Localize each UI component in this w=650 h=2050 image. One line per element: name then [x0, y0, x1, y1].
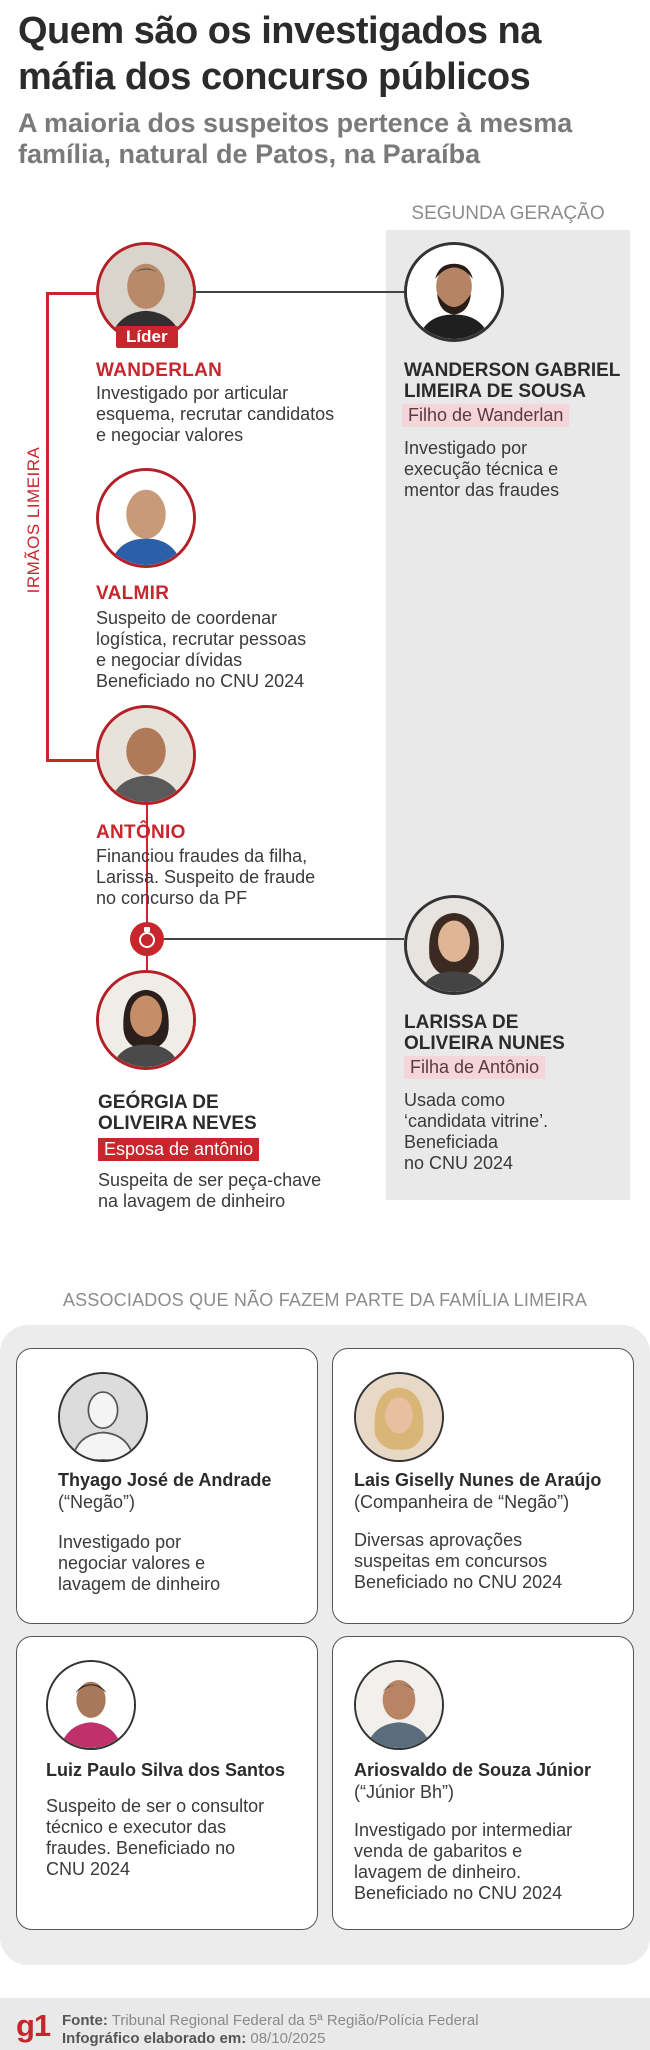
tag-wanderson: Filho de Wanderlan: [402, 404, 569, 427]
associate-name: Lais Giselly Nunes de Araújo: [354, 1470, 602, 1490]
name-valmir: VALMIR: [96, 583, 170, 604]
leader-badge: Líder: [116, 326, 178, 348]
avatar-antonio: [96, 705, 196, 805]
avatar-placeholder-icon: [58, 1372, 148, 1462]
name-wanderson: WANDERSON GABRIEL LIMEIRA DE SOUSA: [404, 360, 621, 402]
associate-desc: Suspeito de ser o consultor técnico e executor das fraudes. Beneficiado no CNU 2024: [46, 1796, 265, 1879]
desc-georgia: Suspeita de ser peça-chave na lavagem de dinheiro: [98, 1170, 322, 1211]
associate-desc: Diversas aprovações suspeitas em concursos Beneficiado no CNU 2024: [354, 1530, 563, 1592]
g1-logo: g1: [16, 2008, 51, 2043]
associate-name: Thyago José de Andrade: [58, 1470, 272, 1490]
page-title: Quem são os investigados na máfia dos concurso públicos: [18, 10, 541, 98]
desc-larissa: Usada como ‘candidata vitrine’. Beneficiada no CNU 2024: [404, 1090, 549, 1173]
name-antonio: ANTÔNIO: [96, 822, 186, 843]
desc-wanderlan: Investigado por articular esquema, recrutar candidatos e negociar valores: [96, 383, 335, 445]
associate-desc: Investigado por intermediar venda de gabaritos e lavagem de dinheiro. Beneficiado no CNU 2024: [354, 1820, 573, 1903]
associate-name: Ariosvaldo de Souza Júnior: [354, 1760, 592, 1780]
associate-nickname: (“Júnior Bh”): [354, 1782, 455, 1802]
avatar-valmir: [96, 468, 196, 568]
associates-title: ASSOCIADOS QUE NÃO FAZEM PARTE DA FAMÍLIA LIMEIRA: [62, 1290, 588, 1310]
footer-source: Fonte: Tribunal Regional Federal da 5ª Região/Polícia Federal: [62, 2012, 479, 2029]
avatar-wanderson: [404, 242, 504, 342]
bracket-tick-antonio: [46, 759, 96, 762]
avatar-georgia: [96, 970, 196, 1070]
name-georgia: GEÓRGIA DE OLIVEIRA NEVES: [98, 1092, 257, 1134]
avatar-ariosvaldo: [354, 1660, 444, 1750]
brothers-label: IRMÃOS LIMEIRA: [24, 446, 43, 594]
associate-nickname: (Companheira de “Negão”): [354, 1492, 570, 1512]
associate-desc: Investigado por negociar valores e lavagem de dinheiro: [58, 1532, 221, 1594]
footer-date: Infográfico elaborado em: 08/10/2025: [62, 2030, 326, 2047]
marriage-ring-icon: [130, 922, 164, 956]
desc-valmir: Suspeito de coordenar logística, recrutar pessoas e negociar dívidas Beneficiado no CNU 2024: [96, 608, 307, 691]
desc-wanderson: Investigado por execução técnica e mentor das fraudes: [404, 438, 560, 500]
tag-georgia: Esposa de antônio: [98, 1138, 259, 1161]
second-generation-label: SEGUNDA GERAÇÃO: [411, 203, 605, 224]
name-wanderlan: WANDERLAN: [96, 360, 223, 381]
tag-larissa: Filha de Antônio: [404, 1056, 545, 1079]
page-subtitle: A maioria dos suspeitos pertence à mesma família, natural de Patos, na Paraíba: [18, 108, 573, 169]
associate-name: Luiz Paulo Silva dos Santos: [46, 1760, 286, 1780]
bracket-tick-wanderlan: [46, 292, 96, 295]
associate-nickname: (“Negão”): [58, 1492, 136, 1512]
avatar-lais: [354, 1372, 444, 1462]
brothers-bracket-vertical: [46, 292, 49, 762]
avatar-larissa: [404, 895, 504, 995]
avatar-luiz: [46, 1660, 136, 1750]
desc-antonio: Financiou fraudes da filha, Larissa. Suspeito de fraude no concurso da PF: [96, 846, 316, 908]
link-wanderlan-wanderson: [196, 291, 404, 293]
name-larissa: LARISSA DE OLIVEIRA NUNES: [404, 1012, 565, 1054]
link-marriage-larissa: [164, 938, 404, 940]
